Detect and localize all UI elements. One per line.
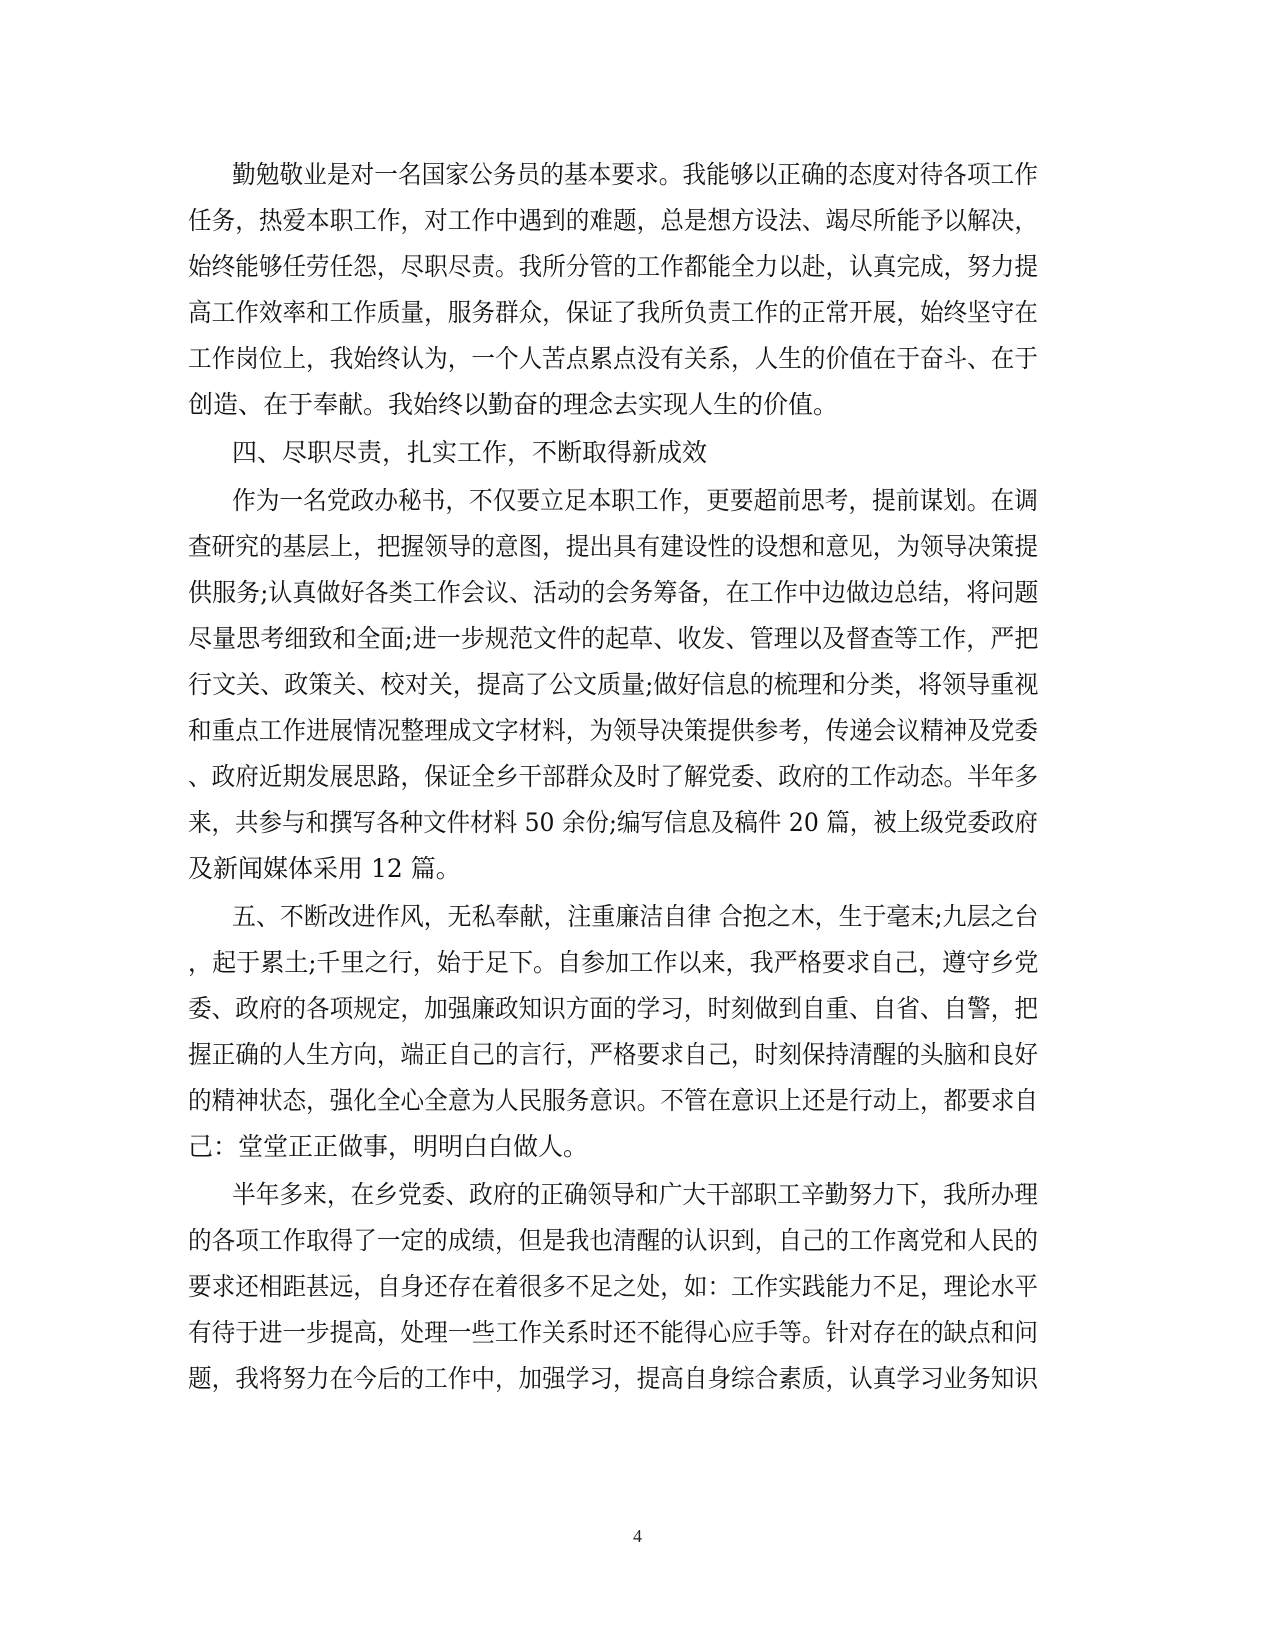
text-line: 作为一名党政办秘书，不仅要立足本职工作，更要超前思考，提前谋划。在调 [232,486,1039,515]
text-line: 行文关、政策关、校对关，提高了公文质量;做好信息的梳理和分类，将领导重视 [188,670,1039,699]
text-line: 握正确的人生方向，端正自己的言行，严格要求自己，时刻保持清醒的头脑和良好 [188,1040,1039,1069]
page-number: 4 [633,1526,642,1546]
text-line: 要求还相距甚远，自身还存在着很多不足之处，如：工作实践能力不足，理论水平 [188,1272,1039,1301]
text-line: 尽量思考细致和全面;进一步规范文件的起草、收发、管理以及督查等工作，严把 [188,624,1039,653]
text-line: 委、政府的各项规定，加强廉政知识方面的学习，时刻做到自重、自省、自警，把 [188,994,1039,1023]
text-line: 、政府近期发展思路，保证全乡干部群众及时了解党委、政府的工作动态。半年多 [188,762,1039,791]
text-line: 有待于进一步提高，处理一些工作关系时还不能得心应手等。针对存在的缺点和问 [188,1318,1039,1347]
text-line: 五、不断改进作风，无私奉献，注重廉洁自律 合抱之木，生于毫末;九层之台 [232,902,1039,931]
text-line: 题，我将努力在今后的工作中，加强学习，提高自身综合素质，认真学习业务知识 [188,1364,1039,1393]
text-line: 工作岗位上，我始终认为，一个人苦点累点没有关系，人生的价值在于奋斗、在于 [188,344,1039,373]
text-line: 的各项工作取得了一定的成绩，但是我也清醒的认识到，自己的工作离党和人民的 [188,1226,1039,1255]
text-line: 己：堂堂正正做事，明明白白做人。 [188,1132,589,1161]
text-line: 半年多来，在乡党委、政府的正确领导和广大干部职工辛勤努力下，我所办理 [232,1180,1039,1209]
text-line: 和重点工作进展情况整理成文字材料，为领导决策提供参考，传递会议精神及党委 [188,716,1039,745]
text-line: 供服务;认真做好各类工作会议、活动的会务筹备，在工作中边做边总结，将问题 [188,578,1039,607]
text-line: 高工作效率和工作质量，服务群众，保证了我所负责工作的正常开展，始终坚守在 [188,298,1039,327]
text-line: 的精神状态，强化全心全意为人民服务意识。不管在意识上还是行动上，都要求自 [188,1086,1039,1115]
text-line: 创造、在于奉献。我始终以勤奋的理念去实现人生的价值。 [188,390,839,419]
text-line: 查研究的基层上，把握领导的意图，提出具有建设性的设想和意见，为领导决策提 [188,532,1039,561]
text-line: 及新闻媒体采用 12 篇。 [188,854,461,883]
text-line: 四、尽职尽责，扎实工作，不断取得新成效 [232,438,708,467]
text-line: 来，共参与和撰写各种文件材料 50 余份;编写信息及稿件 20 篇，被上级党委政府 [188,808,1038,837]
text-line: 任务，热爱本职工作，对工作中遇到的难题，总是想方设法、竭尽所能予以解决， [188,206,1039,235]
text-line: 始终能够任劳任怨，尽职尽责。我所分管的工作都能全力以赴，认真完成，努力提 [188,252,1039,281]
text-line: 勤勉敬业是对一名国家公务员的基本要求。我能够以正确的态度对待各项工作 [232,160,1039,189]
text-line: ，起于累土;千里之行，始于足下。自参加工作以来，我严格要求自己，遵守乡党 [188,948,1039,977]
